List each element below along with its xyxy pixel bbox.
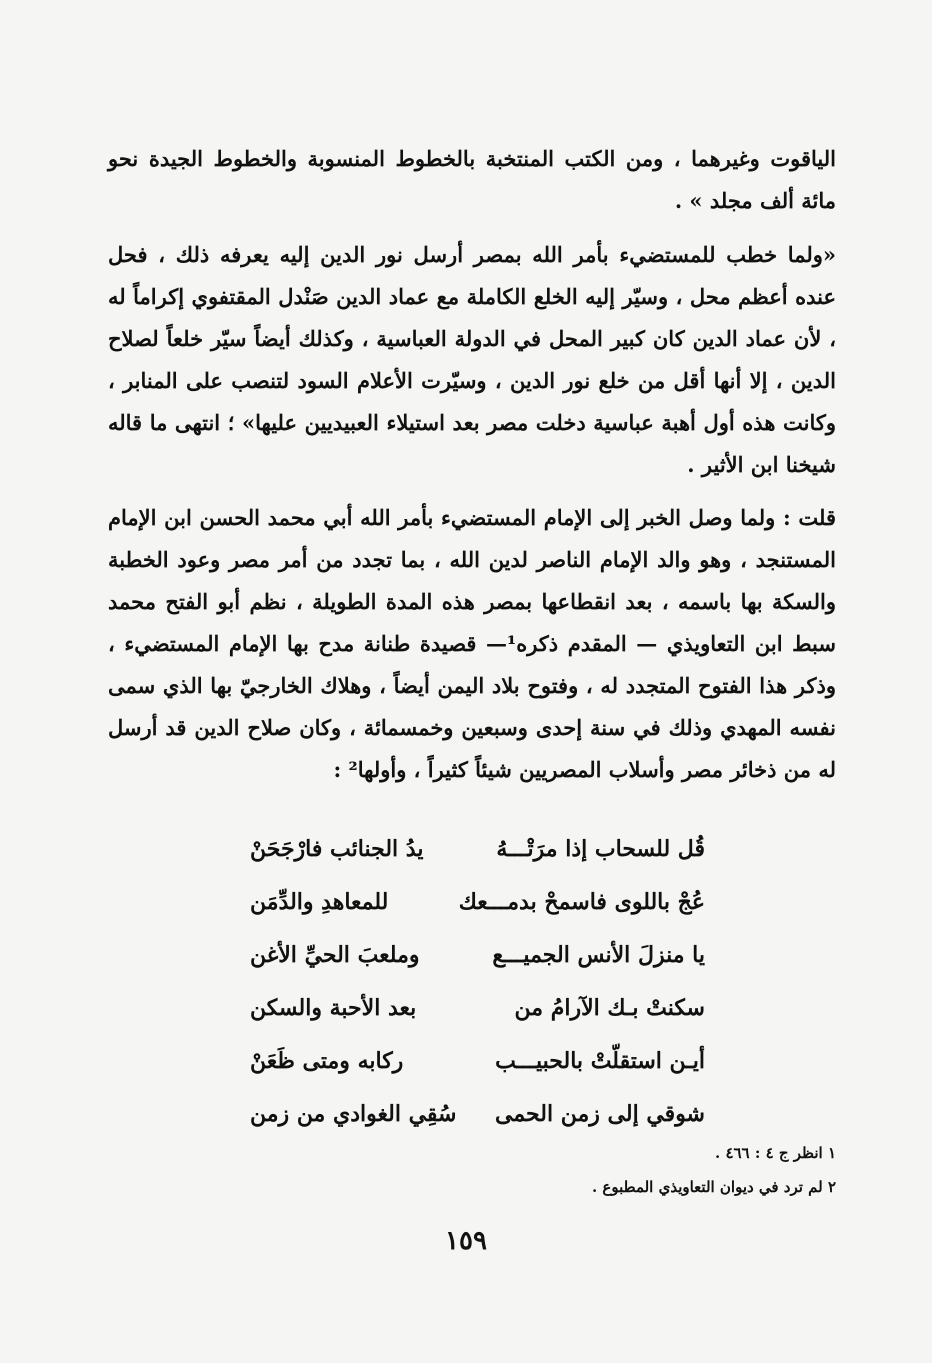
page-number: ١٥٩ (445, 1226, 487, 1256)
verse-second-hemistich: للمعاهدِ والدِّمَن (250, 889, 389, 915)
verse-second-hemistich: يدُ الجنائب فارْجَحَنْ (250, 836, 424, 862)
paragraph-2: «ولما خطب للمستضيء بأمر الله بمصر أرسل نور الدين إليه يعرفه ذلك ، فحل عنده أعظم محل ، وسيّر إليه الخلع الكاملة مع عماد الدين صَنْدل المقتفوي إكراماً له ، لأن عماد الدين كان كبير المحل في الدولة العباسية ، وكذلك أيضاً سيّر خلعاً لصلاح الدين ، إلا أنها أقل من خلع نور الدين ، وسيّرت الأعلام السود لتنصب على المنابر ، وكانت هذه أول أهبة عباسية دخلت مصر بعد استيلاء العبيديين عليها» ؛ انتهى ما قاله شيخنا ابن الأثير . (108, 242, 836, 477)
verse-6 (250, 1088, 705, 1141)
verse-3 (250, 929, 705, 982)
verse-first-hemistich: يا منزلَ الأنس الجميـــع (492, 942, 705, 968)
verse-first-hemistich: قُل للسحاب إذا مرَتْـــهُ (496, 836, 705, 862)
verse-first-hemistich: شوقي إلى زمن الحمى (494, 1101, 705, 1127)
footnote-1: ١ انظر ج ٤ : ٤٦٦ . (714, 1144, 836, 1162)
footnotes (480, 1136, 836, 1204)
verse-1 (250, 823, 705, 876)
verse-first-hemistich: أيـن استقلّتْ بالحبيـــب (495, 1048, 705, 1074)
verse-first-hemistich: سكنتْ بـك الآرامُ من (514, 995, 705, 1021)
verse-4 (250, 982, 705, 1035)
verse-2 (250, 876, 705, 929)
verse-second-hemistich: وملعبَ الحيِّ الأغن (250, 942, 420, 968)
verse-first-hemistich: عُجْ باللوى فاسمحْ بدمـــعك (458, 889, 705, 915)
verse-second-hemistich: بعد الأحبة والسكن (250, 995, 417, 1021)
poem-verses (250, 823, 705, 1141)
footnote-2: ٢ لم ترد في ديوان التعاويذي المطبوع . (591, 1178, 836, 1196)
verse-5 (250, 1035, 705, 1088)
verse-second-hemistich: سُقِي الغوادي من زمن (250, 1101, 457, 1127)
paragraph-1: الياقوت وغيرهما ، ومن الكتب المنتخبة بالخطوط المنسوبة والخطوط الجيدة نحو مائة ألف مجلد » . (108, 146, 836, 213)
paragraph-3: قلت : ولما وصل الخبر إلى الإمام المستضيء بأمر الله أبي محمد الحسن ابن الإمام المستنجد ، وهو والد الإمام الناصر لدين الله ، بما تجدد من أمر مصر وعود الخطبة والسكة بها باسمه ، بعد انقطاعها بمصر هذه المدة الطويلة ، نظم أبو الفتح محمد سبط ابن التعاويذي — المقدم ذكره¹— قصيدة طنانة مدح بها الإمام المستضيء ، وذكر هذا الفتوح المتجدد له ، وفتوح بلاد اليمن أيضاً ، وهلاك الخارجيّ بها الذي سمى نفسه المهدي وذلك في سنة إحدى وسبعين وخمسمائة ، وكان صلاح الدين قد أرسل له من ذخائر مصر وأسلاب المصريين شيئاً كثيراً ، وأولها² : (108, 505, 836, 782)
verse-second-hemistich: ركابه ومتى ظَعَنْ (250, 1048, 404, 1074)
